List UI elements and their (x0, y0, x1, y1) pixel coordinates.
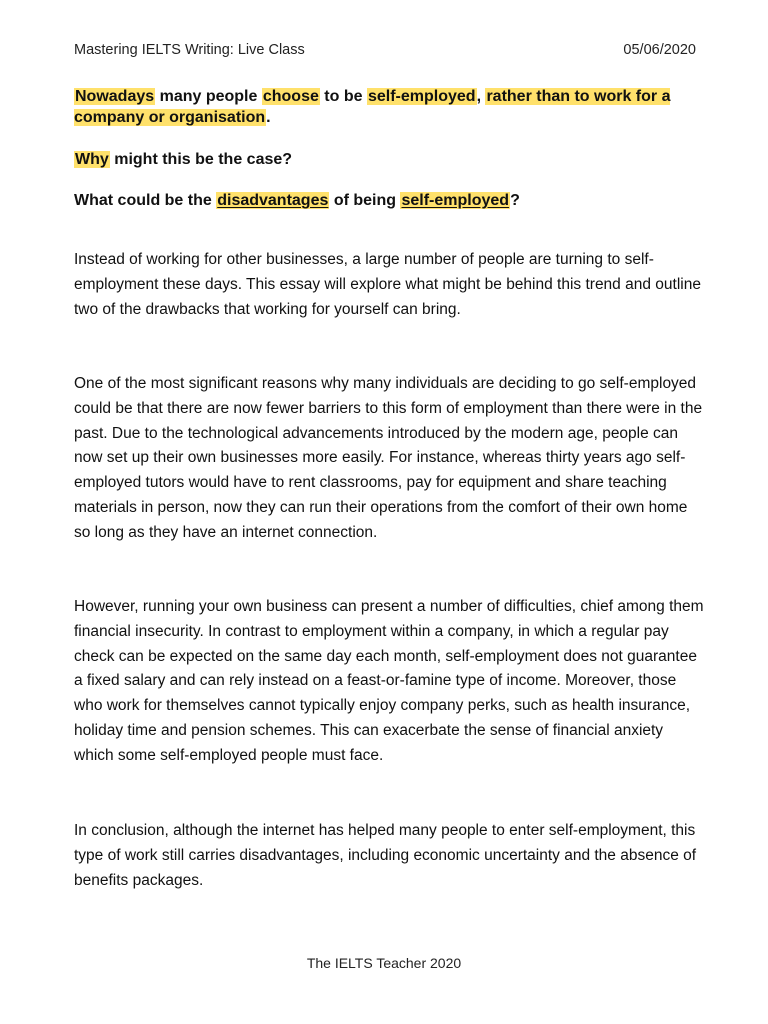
page-footer: The IELTS Teacher 2020 (306, 955, 462, 971)
essay-conclusion: In conclusion, although the internet has helped many people to enter self-employment, this type of work still carries disadvantages, including economic uncertainty and the absence of benefits packages. (74, 822, 697, 889)
prompt-text: to be (319, 88, 367, 105)
prompt-text: . (266, 109, 271, 126)
essay-introduction: Instead of working for other businesses, a large number of people are turning to self-employment these days. This essay will explore what might be behind this trend and outline two of the drawbacks that working for yourself can bring. (74, 251, 701, 318)
page-header (74, 42, 696, 58)
highlight-self-employed-2: self-employed (401, 192, 510, 209)
highlight-why: Why (75, 151, 109, 168)
highlight-choose: choose (262, 88, 319, 105)
prompt-text: many people (155, 88, 262, 105)
prompt-text: of being (329, 192, 401, 209)
prompt-question-disadvantages (74, 190, 696, 211)
highlight-rather-than: rather than to work for a company or organisation (74, 88, 671, 126)
prompt-statement (74, 86, 696, 128)
prompt-text: , (476, 88, 486, 105)
highlight-self-employed: self-employed (367, 88, 476, 105)
prompt-text: might this be the case? (109, 151, 293, 168)
document-title: Mastering IELTS Writing: Live Class (74, 42, 305, 58)
highlight-disadvantages: disadvantages (217, 192, 329, 209)
essay-body-paragraph-1: One of the most significant reasons why many individuals are deciding to go self-employed could be that there are now fewer barriers to this form of employment than there were in the past. Due to the technological advancements introduced by the modern age, people can now set up their own businesses more easily. For instance, whereas thirty years ago self-employed tutors would have to rent classrooms, pay for equipment and share teaching materials in person, now they can run their operations from the comfort of their own home so long as they have an internet connection. (74, 375, 703, 541)
prompt-question-why (74, 149, 696, 170)
highlight-nowadays: Nowadays (75, 88, 155, 105)
prompt-text: What could be the (74, 192, 217, 209)
essay-body-paragraph-2: However, running your own business can present a number of difficulties, chief among them financial insecurity. In contrast to employment within a company, in which a regular pay check can be expected on the same day each month, self-employment does not guarantee a fixed salary and can rely instead on a feast-or-famine type of income. Moreover, those who work for themselves cannot typically enjoy company perks, such as health insurance, holiday time and pension schemes. This can exacerbate the sense of financial anxiety which some self-employed people must face. (74, 598, 704, 764)
prompt-text: ? (510, 192, 520, 209)
document-date: 05/06/2020 (623, 42, 696, 58)
